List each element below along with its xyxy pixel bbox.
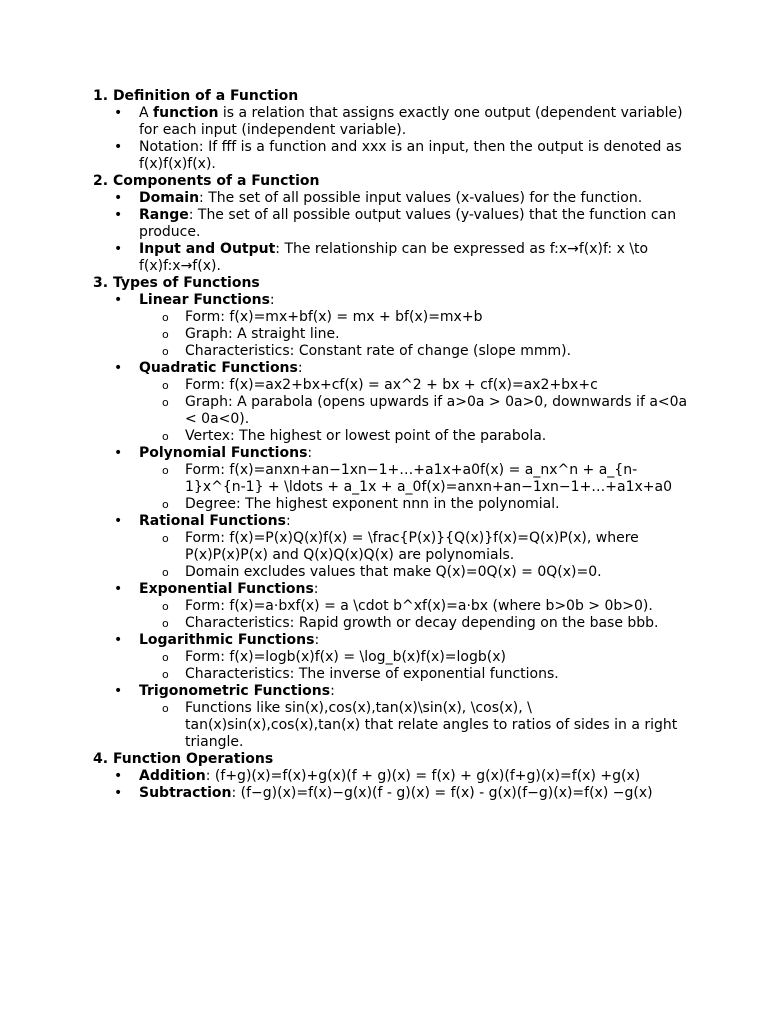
sub-list-item: o Form: f(x)=a⋅bxf(x) = a \cdot b^xf(x)=a⋅bx (where b>0b > 0b>0).	[185, 598, 693, 615]
list-item: • Input and Output: The relationship can be expressed as f:x→f(x)f: x \to f(x)f:x→f(x).	[139, 241, 693, 275]
section-heading: 2. Components of a Function	[93, 173, 320, 189]
sub-list-item: o Graph: A parabola (opens upwards if a>0a > 0a>0, downwards if a<0a < 0a<0).	[185, 394, 693, 428]
section-list	[93, 88, 693, 802]
section-heading: 1. Definition of a Function	[93, 88, 299, 104]
document-content	[93, 88, 693, 802]
sub-list-item: o Form: f(x)=logb(x)f(x) = \log_b(x)f(x)=logb(x)	[185, 649, 693, 666]
list-item: • Range: The set of all possible output values (y-values) that the function can produce.	[139, 207, 693, 241]
sub-list-item: o Characteristics: Rapid growth or decay depending on the base bbb.	[185, 615, 693, 632]
list-item: • Notation: If fff is a function and xxx is an input, then the output is denoted as f(x)f(x)f(x).	[139, 139, 693, 173]
section-1	[93, 88, 693, 173]
sub-list-item: o Degree: The highest exponent nnn in the polynomial.	[185, 496, 693, 513]
subsection-quadratic: • Quadratic Functions: o Form: f(x)=ax2+bx+cf(x) = ax^2 + bx + cf(x)=ax2+bx+c o Graph: A parabola (opens upwards if a>0a > 0a>0, downwards if a<0a < 0a<0). o Vertex: The highest or lowest point of the parabola.	[139, 360, 693, 445]
sub-list-item: o Form: f(x)=P(x)Q(x)f(x) = \frac{P(x)}{Q(x)}f(x)=Q(x)P(x), where P(x)P(x)P(x) and Q(x)Q(x)Q(x) are polynomials.	[185, 530, 693, 564]
sub-list-item: o Form: f(x)=ax2+bx+cf(x) = ax^2 + bx + cf(x)=ax2+bx+c	[185, 377, 693, 394]
sub-list-item: o Form: f(x)=mx+bf(x) = mx + bf(x)=mx+b	[185, 309, 693, 326]
sub-list-item: o Graph: A straight line.	[185, 326, 693, 343]
sub-list-item: o Characteristics: Constant rate of change (slope mmm).	[185, 343, 693, 360]
subsection-logarithmic: • Logarithmic Functions: o Form: f(x)=logb(x)f(x) = \log_b(x)f(x)=logb(x) o Characteristics: The inverse of exponential functions.	[139, 632, 693, 683]
subsection-rational: • Rational Functions: o Form: f(x)=P(x)Q(x)f(x) = \frac{P(x)}{Q(x)}f(x)=Q(x)P(x), where P(x)P(x)P(x) and Q(x)Q(x)Q(x) are polynomials. o Domain excludes values that make Q(x)=0Q(x) = 0Q(x)=0.	[139, 513, 693, 581]
subsection-trigonometric: • Trigonometric Functions: o Functions like sin(x),cos(x),tan(x)\sin(x), \cos(x), \ tan(x)sin(x),cos(x),tan(x) that relate angles to ratios of sides in a right triangle.	[139, 683, 693, 751]
list-item: • Domain: The set of all possible input values (x-values) for the function.	[139, 190, 693, 207]
sub-list-item: o Functions like sin(x),cos(x),tan(x)\sin(x), \cos(x), \ tan(x)sin(x),cos(x),tan(x) that relate angles to ratios of sides in a right triangle.	[185, 700, 693, 751]
section-3	[93, 275, 693, 751]
sub-list-item: o Vertex: The highest or lowest point of the parabola.	[185, 428, 693, 445]
sub-list-item: o Characteristics: The inverse of exponential functions.	[185, 666, 693, 683]
list-item: • A function is a relation that assigns exactly one output (dependent variable) for each input (independent variable).	[139, 105, 693, 139]
subsection-polynomial: • Polynomial Functions: o Form: f(x)=anxn+an−1xn−1+…+a1x+a0f(x) = a_nx^n + a_{n-1}x^{n-1} + \ldots + a_1x + a_0f(x)=anxn+an−1xn−1+…+a1x+a0 o Degree: The highest exponent nnn in the polynomial.	[139, 445, 693, 513]
sub-list-item: o Form: f(x)=anxn+an−1xn−1+…+a1x+a0f(x) = a_nx^n + a_{n-1}x^{n-1} + \ldots + a_1x + a_0f(x)=anxn+an−1xn−1+…+a1x+a0	[185, 462, 693, 496]
subsection-linear: • Linear Functions: o Form: f(x)=mx+bf(x) = mx + bf(x)=mx+b o Graph: A straight line. o Characteristics: Constant rate of change (slope mmm).	[139, 292, 693, 360]
section-4	[93, 751, 693, 802]
section-heading: 4. Function Operations	[93, 751, 274, 767]
section-heading: 3. Types of Functions	[93, 275, 260, 291]
section-2	[93, 173, 693, 275]
subsection-exponential: • Exponential Functions: o Form: f(x)=a⋅bxf(x) = a \cdot b^xf(x)=a⋅bx (where b>0b > 0b>0). o Characteristics: Rapid growth or decay depending on the base bbb.	[139, 581, 693, 632]
sub-list-item: o Domain excludes values that make Q(x)=0Q(x) = 0Q(x)=0.	[185, 564, 693, 581]
list-item: • Subtraction: (f−g)(x)=f(x)−g(x)(f - g)(x) = f(x) - g(x)(f−g)(x)=f(x) −g(x)	[139, 785, 693, 802]
list-item: • Addition: (f+g)(x)=f(x)+g(x)(f + g)(x) = f(x) + g(x)(f+g)(x)=f(x) +g(x)	[139, 768, 693, 785]
